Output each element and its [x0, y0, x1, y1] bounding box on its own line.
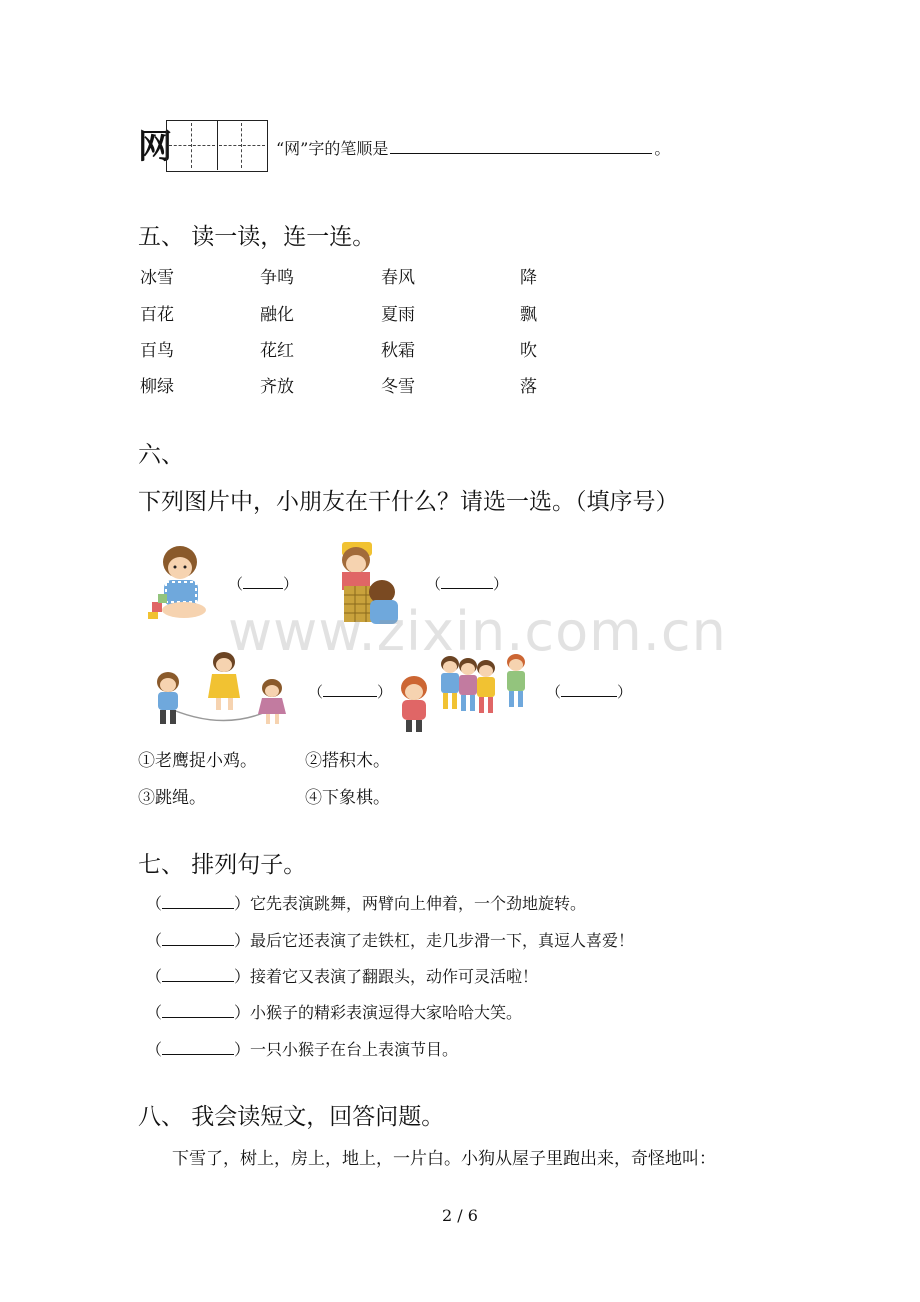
- section8-title: 八、 我会读短文，回答问题。: [138, 1104, 445, 1130]
- order-blank[interactable]: [162, 896, 234, 909]
- sentence-text: 它先表演跳舞，两臂向上伸着，一个劲地旋转。: [250, 894, 587, 913]
- stroke-order-end-punct: 。: [654, 139, 671, 158]
- paren-open: （: [308, 683, 324, 701]
- paren-close: ）: [234, 894, 251, 913]
- match-word: 柳绿: [140, 377, 174, 397]
- sentence-text: 小猴子的精彩表演逗得大家哈哈大笑。: [250, 1003, 523, 1022]
- match-word: 春风: [381, 268, 415, 288]
- order-blank[interactable]: [162, 933, 234, 946]
- paren-close: ）: [493, 575, 509, 593]
- reading-paragraph: 下雪了，树上，房上，地上，一片白。小狗从屋子里跑出来，奇怪地叫：: [172, 1149, 716, 1169]
- stroke-order-answer-line[interactable]: [390, 139, 652, 154]
- paren-close: ）: [377, 683, 393, 701]
- sentence-text: 接着它又表演了翻跟头，动作可灵活啦！: [250, 967, 539, 986]
- answer-blank-2[interactable]: [426, 573, 508, 594]
- answer-blank-4[interactable]: [546, 681, 632, 702]
- match-word: 飘: [520, 305, 537, 325]
- paren-close: ）: [617, 683, 633, 701]
- match-word: 百鸟: [140, 341, 174, 361]
- paren-close: ）: [234, 931, 251, 950]
- blank-line[interactable]: [323, 684, 377, 697]
- section6-question: 下列图片中，小朋友在干什么？请选一选。（填序号）: [138, 489, 679, 515]
- paren-close: ）: [234, 967, 251, 986]
- section7-title: 七、 排列句子。: [138, 852, 307, 878]
- paren-open: （: [426, 575, 442, 593]
- sentence-row: [146, 1037, 458, 1060]
- page-number: 2 / 6: [442, 1206, 478, 1225]
- blank-line[interactable]: [243, 576, 283, 589]
- watermark: www.zixin.com.cn: [228, 600, 727, 663]
- match-word: 冰雪: [140, 268, 174, 288]
- stroke-order-question: [276, 136, 670, 159]
- paren-open: （: [146, 1003, 163, 1022]
- writing-grid-cell: [217, 121, 267, 170]
- order-blank[interactable]: [162, 1005, 234, 1018]
- sentence-row: [146, 928, 634, 951]
- section5-title: 五、 读一读，连一连。: [138, 224, 376, 250]
- order-blank[interactable]: [162, 1042, 234, 1055]
- section6-title: 六、: [138, 442, 184, 468]
- blank-line[interactable]: [561, 684, 617, 697]
- match-word: 吹: [520, 341, 537, 361]
- match-word: 花红: [260, 341, 294, 361]
- match-word: 融化: [260, 305, 294, 325]
- paren-close: ）: [234, 1040, 251, 1059]
- answer-blank-1[interactable]: [228, 573, 298, 594]
- sentence-row: [146, 964, 538, 987]
- match-word: 冬雪: [381, 377, 415, 397]
- match-word: 落: [520, 377, 537, 397]
- paren-close: ）: [234, 1003, 251, 1022]
- match-word: 争鸣: [260, 268, 294, 288]
- sentence-row: [146, 1000, 522, 1023]
- paren-open: （: [546, 683, 562, 701]
- match-word: 夏雨: [381, 305, 415, 325]
- match-word: 百花: [140, 305, 174, 325]
- paren-open: （: [146, 1040, 163, 1059]
- paren-open: （: [146, 894, 163, 913]
- match-word: 齐放: [260, 377, 294, 397]
- writing-grid: [166, 120, 268, 172]
- match-word: 秋霜: [381, 341, 415, 361]
- answer-blank-3[interactable]: [308, 681, 392, 702]
- paren-open: （: [146, 931, 163, 950]
- stroke-order-question-text: “网”字的笔顺是: [276, 139, 389, 158]
- option-4: ④下象棋。: [305, 788, 390, 808]
- match-word: 降: [520, 268, 537, 288]
- paren-close: ）: [283, 575, 299, 593]
- writing-grid-cell: [167, 121, 218, 170]
- sentence-text: 最后它还表演了走铁杠，走几步滑一下，真逗人喜爱！: [250, 931, 635, 950]
- sentence-text: 一只小猴子在台上表演节目。: [250, 1040, 459, 1059]
- option-1: ①老鹰捉小鸡。: [138, 751, 257, 771]
- option-3: ③跳绳。: [138, 788, 206, 808]
- order-blank[interactable]: [162, 969, 234, 982]
- sentence-row: [146, 891, 586, 914]
- boy-building-blocks-illustration: [148, 542, 214, 620]
- stroke-order-character: 网: [138, 127, 172, 167]
- option-2: ②搭积木。: [305, 751, 390, 771]
- paren-open: （: [228, 575, 244, 593]
- paren-open: （: [146, 967, 163, 986]
- blank-line[interactable]: [441, 576, 493, 589]
